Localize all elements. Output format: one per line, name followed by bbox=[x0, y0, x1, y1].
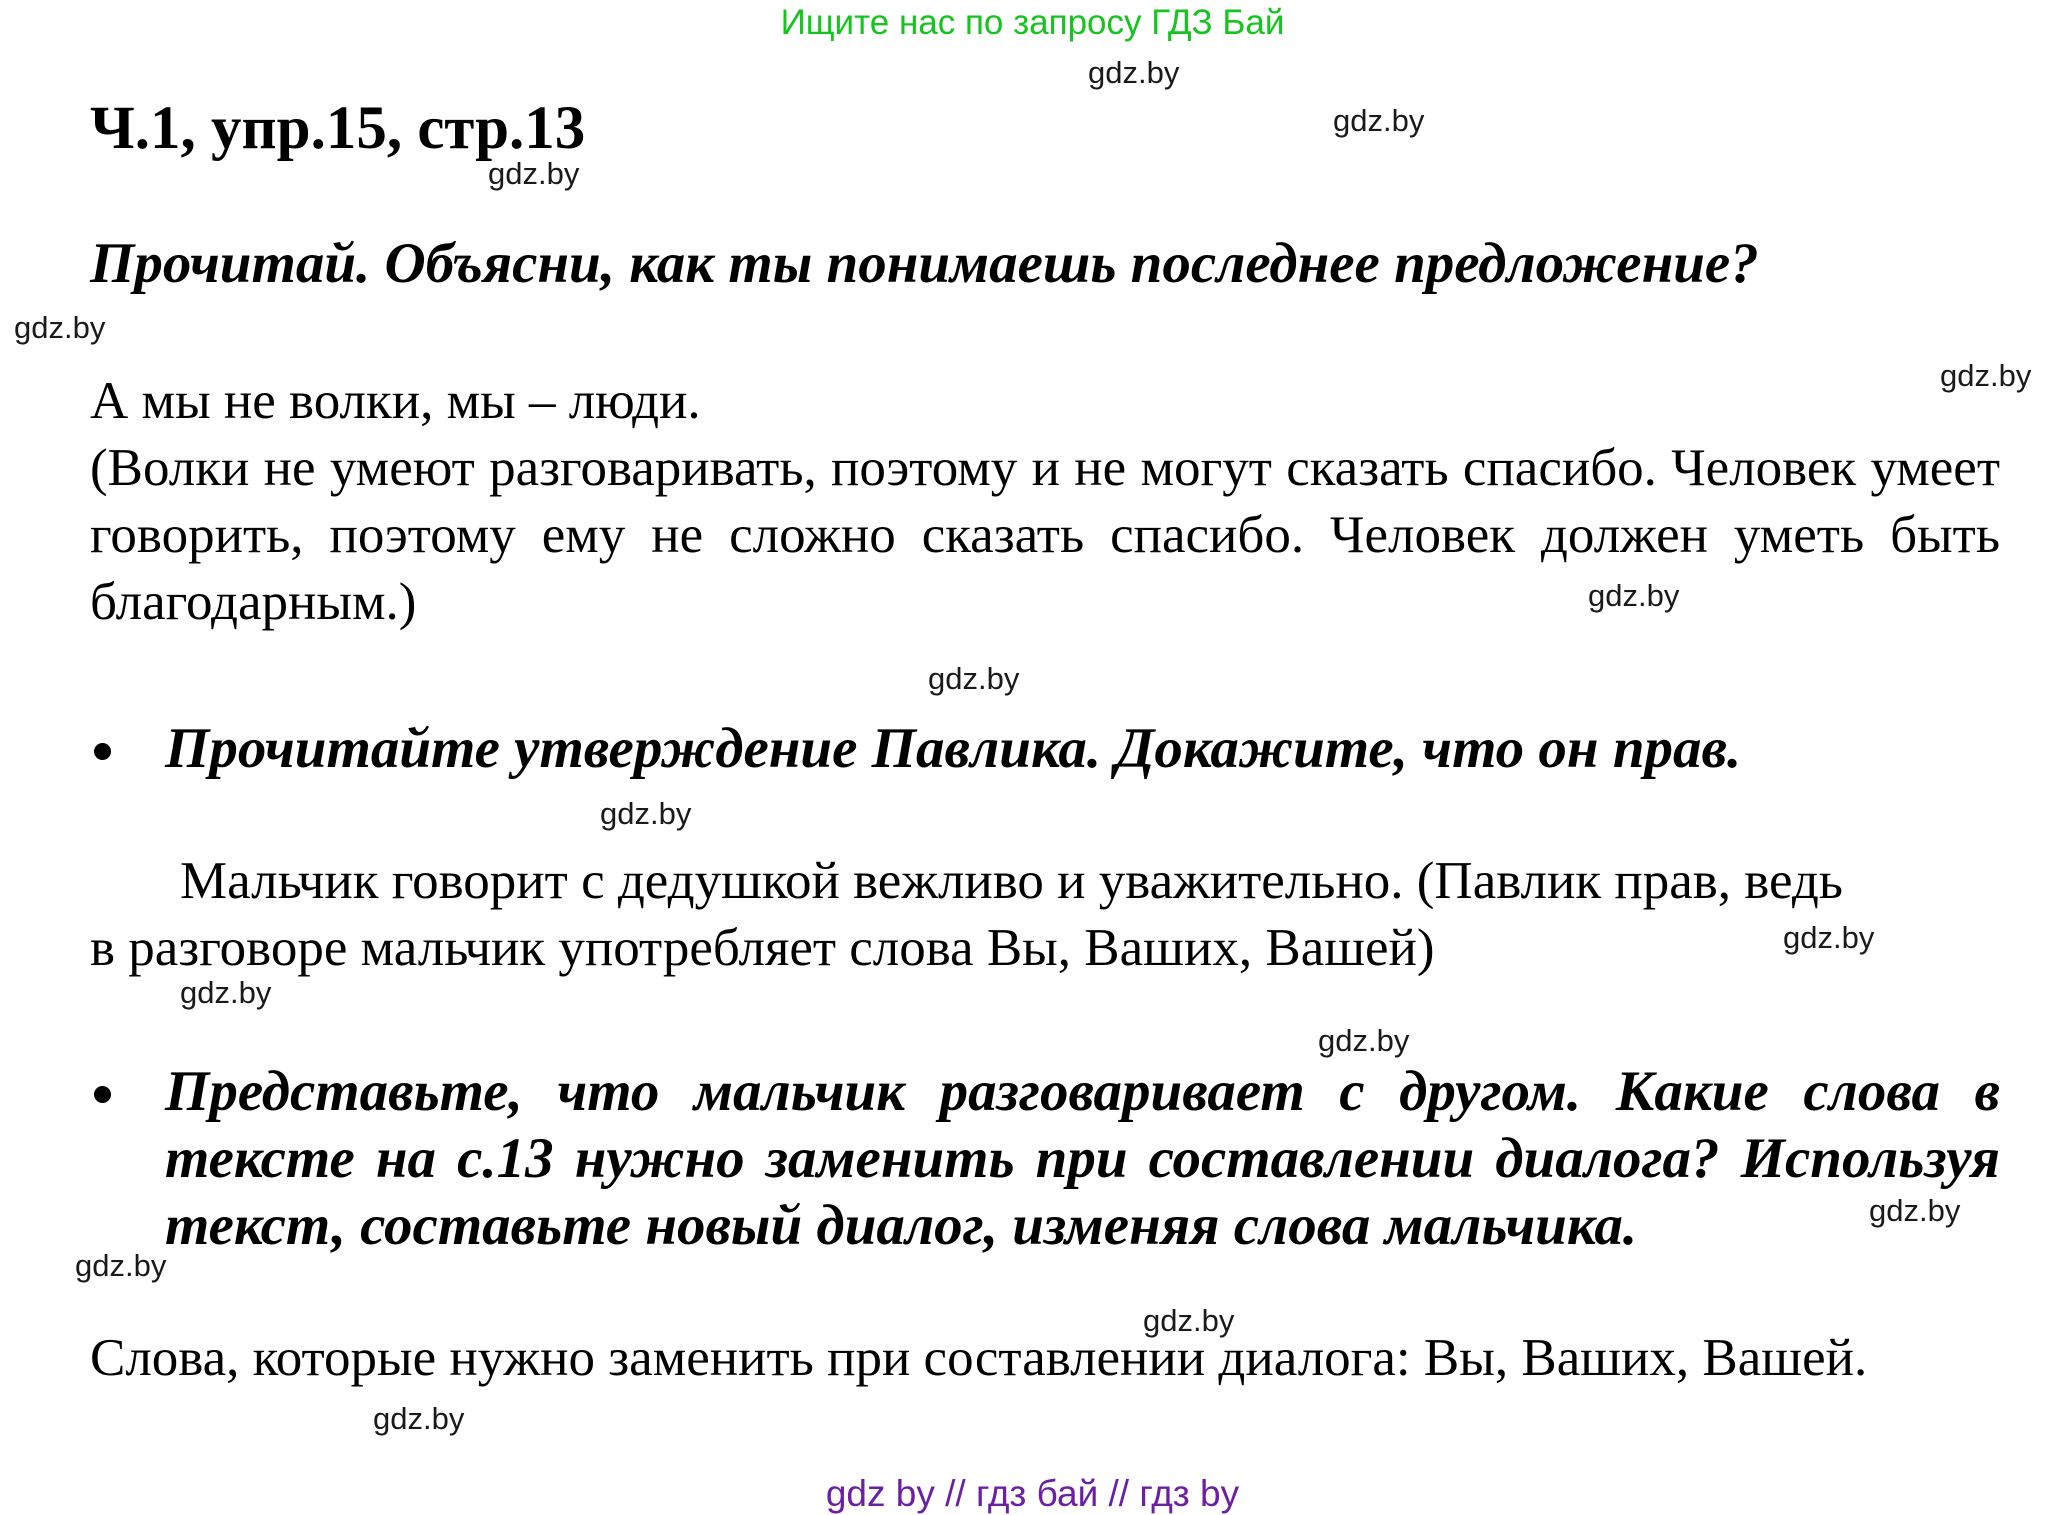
footer-links: gdz by // гдз бай // гдз by bbox=[825, 1473, 1240, 1514]
watermark: gdz.by bbox=[1869, 1193, 1961, 1228]
watermark: gdz.by bbox=[180, 975, 272, 1010]
task-2-heading: Прочитайте утверждение Павлика. Докажите, что он прав. bbox=[165, 717, 1742, 780]
watermark: gdz.by bbox=[373, 1401, 465, 1436]
task-3-heading: Представьте, что мальчик разговаривает с другом. Какие слова в тексте на с.13 нужно заменить при составлении диалога? Используя текст, составьте новый диалог, изменяя слова мальчика. bbox=[165, 1060, 2000, 1257]
watermark: gdz.by bbox=[75, 1248, 167, 1283]
watermark: gdz.by bbox=[928, 661, 1020, 696]
watermark: gdz.by bbox=[1588, 578, 1680, 613]
page-title: Ч.1, упр.15, стр.13 bbox=[90, 95, 586, 162]
bullet-2 bbox=[94, 1086, 111, 1103]
watermark: gdz.by bbox=[1143, 1303, 1235, 1338]
answer-2-line-2: в разговоре мальчик употребляет слова Вы, Ваших, Вашей) bbox=[90, 919, 1435, 977]
watermark: gdz.by bbox=[14, 310, 106, 345]
watermark: gdz.by bbox=[1940, 358, 2032, 393]
answer-1-first-line: А мы не волки, мы – люди. bbox=[90, 372, 701, 430]
watermark: gdz.by bbox=[1318, 1023, 1410, 1058]
search-banner: Ищите нас по запросу ГДЗ Бай bbox=[780, 3, 1285, 42]
watermark: gdz.by bbox=[488, 156, 580, 191]
task-1-heading: Прочитай. Объясни, как ты понимаешь последнее предложение? bbox=[90, 232, 1759, 295]
answer-3-paragraph: Слова, которые нужно заменить при составлении диалога: Вы, Ваших, Вашей. bbox=[90, 1329, 1868, 1387]
answer-1-paragraph: (Волки не умеют разговаривать, поэтому и не могут сказать спасибо. Человек умеет говорить, поэтому ему не сложно сказать спасибо. Человек должен уметь быть благодарным.) bbox=[90, 439, 2000, 631]
answer-2-line-1: Мальчик говорит с дедушкой вежливо и уважительно. (Павлик прав, ведь bbox=[180, 852, 1843, 910]
bullet-1 bbox=[94, 743, 111, 760]
watermark: gdz.by bbox=[1783, 920, 1875, 955]
watermark: gdz.by bbox=[600, 796, 692, 831]
watermark: gdz.by bbox=[1333, 103, 1425, 138]
watermark: gdz.by bbox=[1088, 55, 1180, 90]
